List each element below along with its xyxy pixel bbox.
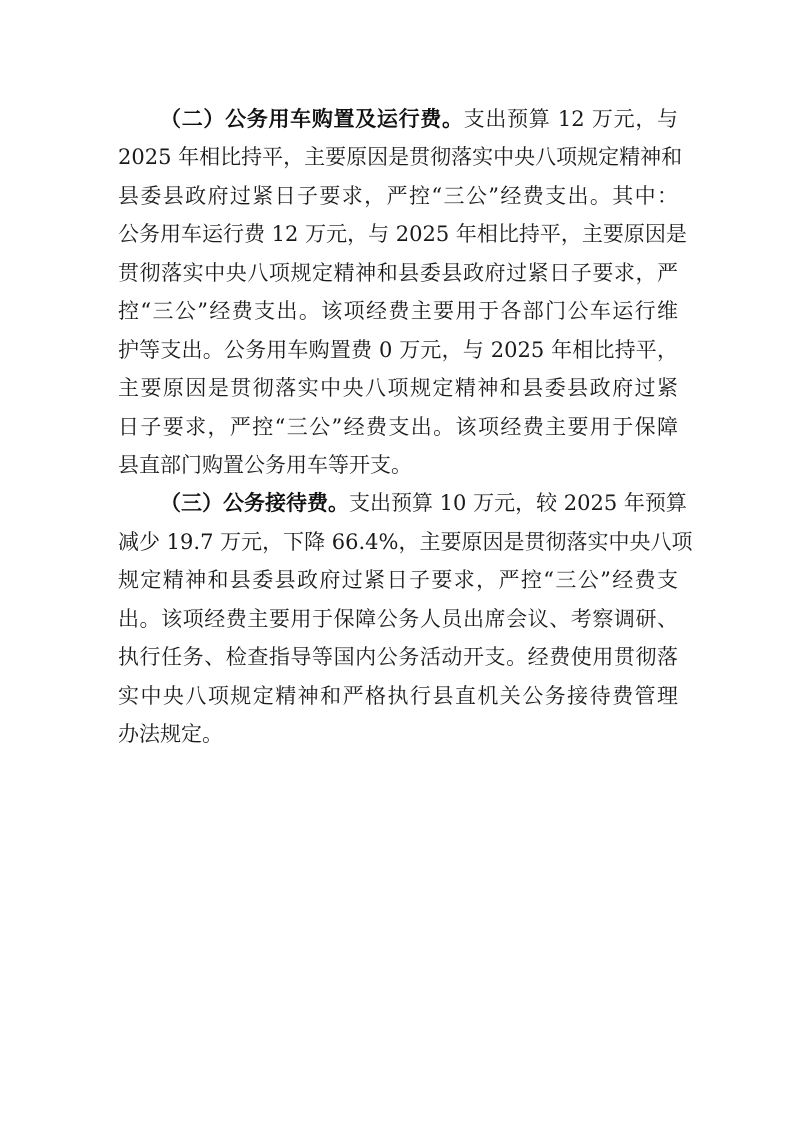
section2-line-10: 县直部门购置公务用车等开支。 bbox=[118, 453, 412, 477]
section3-line-6: 实中央八项规定精神和严格执行县直机关公务接待费管理 bbox=[118, 684, 678, 708]
section2-line-4: 公务用车运行费 12 万元，与 2025 年相比持平，主要原因是 bbox=[118, 222, 687, 246]
section3-text: 支出预算 10 万元，较 2025 年预算 bbox=[349, 491, 687, 515]
section3-line-4: 出。该项经费主要用于保障公务人员出席会议、考察调研、 bbox=[118, 607, 678, 631]
section3-line-2: 减少 19.7 万元，下降 66.4%，主要原因是贯彻落实中央八项 bbox=[118, 530, 693, 554]
section2-line-8: 主要原因是贯彻落实中央八项规定精神和县委县政府过紧 bbox=[118, 376, 678, 400]
section2-text: 支出预算 12 万元，与 bbox=[463, 107, 679, 131]
section3-line-3: 规定精神和县委县政府过紧日子要求，严控“三公”经费支 bbox=[118, 568, 678, 592]
section3-line-7: 办法规定。 bbox=[118, 722, 223, 746]
section2-line-3: 县委县政府过紧日子要求，严控“三公”经费支出。其中： bbox=[118, 184, 678, 208]
section2-line-7: 护等支出。公务用车购置费 0 万元，与 2025 年相比持平， bbox=[118, 338, 678, 362]
section3-line-1 bbox=[160, 487, 687, 519]
section2-line-1 bbox=[160, 103, 678, 135]
section2-line-6: 控“三公”经费支出。该项经费主要用于各部门公车运行维 bbox=[118, 299, 678, 323]
section2-line-5: 贯彻落实中央八项规定精神和县委县政府过紧日子要求，严 bbox=[118, 261, 678, 285]
section2-line-9: 日子要求，严控“三公”经费支出。该项经费主要用于保障 bbox=[118, 415, 678, 439]
section2-heading: （二）公务用车购置及运行费。 bbox=[160, 106, 464, 131]
section3-heading: （三）公务接待费。 bbox=[160, 490, 349, 515]
section2-line-2: 2025 年相比持平，主要原因是贯彻落实中央八项规定精神和 bbox=[118, 145, 683, 169]
section3-line-5: 执行任务、检查指导等国内公务活动开支。经费使用贯彻落 bbox=[118, 645, 678, 669]
